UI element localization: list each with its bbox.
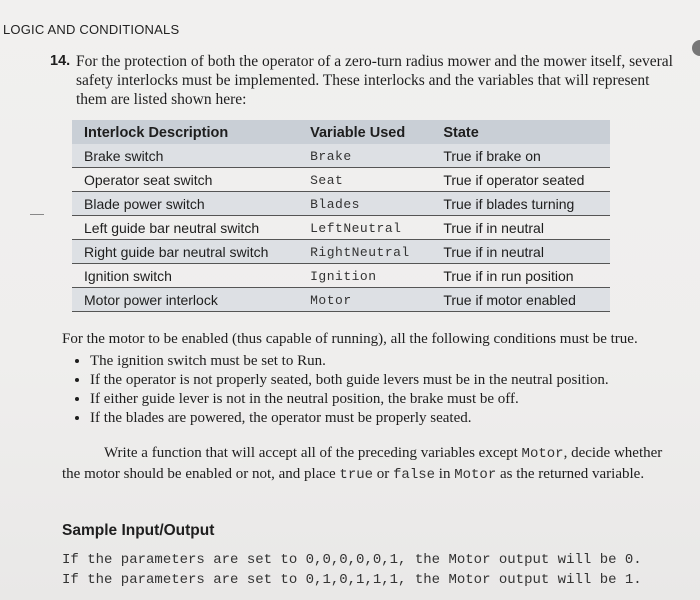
row-variable: Seat — [298, 168, 431, 192]
table-row — [72, 240, 610, 264]
table-row — [72, 264, 610, 288]
instruction-text: , decide whether the motor should be enabled or not, and place — [62, 445, 663, 482]
interlock-table — [72, 120, 610, 312]
table-row — [72, 216, 610, 240]
table-row — [72, 168, 610, 192]
condition-item: • If the operator is not properly seated, both guide levers must be in the neutral position. — [90, 371, 677, 390]
row-description: Operator seat switch — [72, 168, 298, 192]
row-description: Ignition switch — [72, 264, 298, 288]
sample-line: If the parameters are set to 0,0,0,0,0,1, the Motor output will be 0. — [62, 552, 642, 568]
sample-io — [62, 550, 642, 590]
code-motor: Motor — [521, 446, 564, 462]
row-description: Blade power switch — [72, 192, 298, 216]
condition-item: • If either guide lever is not in the neutral position, the brake must be off. — [90, 390, 677, 409]
problem-statement — [50, 52, 680, 109]
page-edge-mark — [692, 40, 700, 56]
row-variable: Blades — [298, 192, 431, 216]
instruction-text: in — [435, 466, 455, 482]
row-description: Motor power interlock — [72, 288, 298, 312]
instruction-text: or — [373, 466, 394, 482]
table-row — [72, 288, 610, 312]
row-variable: Ignition — [298, 264, 431, 288]
row-state: True if operator seated — [431, 168, 610, 192]
row-description: Left guide bar neutral switch — [72, 216, 298, 240]
problem-text: For the protection of both the operator of a zero-turn radius mower and the mower itself, several safety interlocks must be implemented. These interlocks and the variables that will represent them are listed shown here: — [76, 53, 673, 108]
conditions-section — [62, 330, 677, 428]
instruction-text: Write a function that will accept all of the preceding variables except — [104, 445, 522, 461]
code-motor: Motor — [454, 467, 497, 483]
row-variable: Motor — [298, 288, 431, 312]
table-row — [72, 144, 610, 168]
row-variable: Brake — [298, 144, 431, 168]
sample-title: Sample Input/Output — [62, 522, 215, 539]
margin-mark — [30, 214, 44, 215]
table-header-row — [72, 120, 610, 144]
row-description: Brake switch — [72, 144, 298, 168]
code-false: false — [393, 467, 436, 483]
section-header: LOGIC AND CONDITIONALS — [3, 22, 180, 37]
row-state: True if motor enabled — [431, 288, 610, 312]
row-state: True if in neutral — [431, 240, 610, 264]
header-description: Interlock Description — [72, 120, 298, 144]
row-state: True if in run position — [431, 264, 610, 288]
conditions-list — [62, 352, 677, 428]
row-variable: RightNeutral — [298, 240, 431, 264]
conditions-intro: For the motor to be enabled (thus capable of running), all the following conditions must be true. — [62, 331, 638, 347]
instruction-text: as the returned variable. — [496, 466, 645, 482]
header-variable: Variable Used — [298, 120, 431, 144]
sample-line: If the parameters are set to 0,1,0,1,1,1, the Motor output will be 1. — [62, 572, 642, 588]
condition-item: • If the blades are powered, the operator must be properly seated. — [90, 409, 677, 428]
problem-number: 14. — [50, 53, 71, 69]
instruction-paragraph — [62, 443, 667, 485]
condition-item: • The ignition switch must be set to Run. — [90, 352, 677, 371]
code-true: true — [339, 467, 374, 483]
row-description: Right guide bar neutral switch — [72, 240, 298, 264]
table-row — [72, 192, 610, 216]
header-state: State — [431, 120, 610, 144]
row-state: True if in neutral — [431, 216, 610, 240]
row-state: True if blades turning — [431, 192, 610, 216]
row-state: True if brake on — [431, 144, 610, 168]
row-variable: LeftNeutral — [298, 216, 431, 240]
